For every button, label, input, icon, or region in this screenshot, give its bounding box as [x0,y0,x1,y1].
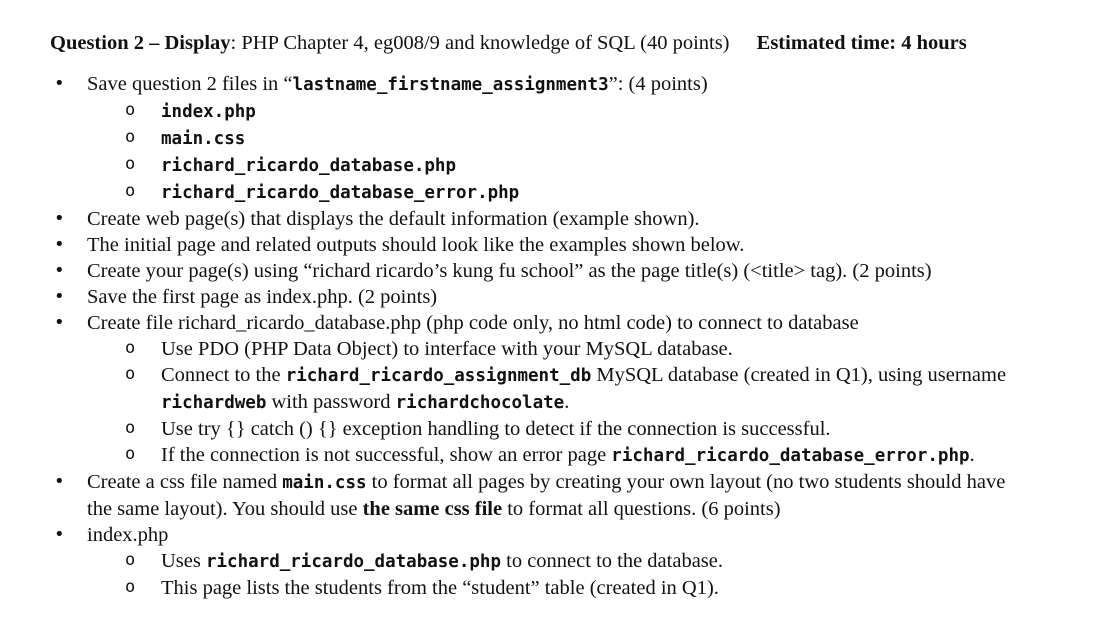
item-text: Create your page(s) using “richard ricardo’s kung fu school” as the page title(s) (<title> tag). (2 points) [87,260,932,282]
file-name: main.css [161,129,246,149]
file-name: main.css [282,473,367,493]
file-name: richard_ricardo_database_error.php [161,183,520,203]
list-item [87,336,1030,362]
item-text: The initial page and related outputs should look like the examples shown below. [87,234,745,256]
file-list [87,98,1030,206]
save-files-points: ”: (4 points) [608,73,708,95]
item-text: to format all pages by creating your own layout (no two students should have the same layout). You should use [87,471,1006,520]
list-item [87,442,1030,469]
file-name: richard_ricardo_database_error.php [611,446,970,466]
list-item [87,416,1030,442]
item-text: Uses [161,550,206,572]
item-text: . [564,391,570,413]
item-text: Use PDO (PHP Data Object) to interface with your MySQL database. [161,338,733,360]
item-text: Create file richard_ricardo_database.php (php code only, no html code) to connect to database [87,312,859,334]
emphasis: the same css file [362,498,503,520]
folder-name: lastname_firstname_assignment3 [292,75,609,95]
sub-list [87,548,1030,601]
item-text: Use try {} catch () {} exception handling to detect if the connection is successful. [161,418,831,440]
item-text: This page lists the students from the “student” table (created in Q1). [161,577,719,599]
item-text: Connect to the [161,364,286,386]
list-item [87,575,1030,601]
list-item [87,362,1030,416]
requirements-list [0,71,1100,601]
file-name: richard_ricardo_database.php [161,156,457,176]
list-item [0,284,1100,310]
list-item [0,522,1100,601]
item-text: to format all questions. (6 points) [502,498,781,520]
database-name: richard_ricardo_assignment_db [285,366,592,386]
list-item [87,179,1030,206]
list-item [87,548,1030,575]
list-item [87,98,1030,125]
password: richardchocolate [395,393,565,413]
sub-list [87,336,1030,469]
item-text: MySQL database (created in Q1), using username [591,364,1007,386]
item-text: . [969,444,975,466]
list-item [0,469,1100,522]
question-label: Question 2 – Display [50,32,231,54]
item-text: to connect to the database. [501,550,723,572]
question-heading [50,29,967,57]
list-item [0,310,1100,469]
list-item [0,232,1100,258]
question-topic: : PHP Chapter 4, eg008/9 and knowledge of SQL (40 points) [230,32,730,54]
item-text: with password [266,391,396,413]
item-text: index.php [87,524,169,546]
item-text: Create web page(s) that displays the default information (example shown). [87,208,700,230]
list-item [87,152,1030,179]
username: richardweb [161,393,267,413]
save-files-text: Save question 2 files in “ [87,73,293,95]
list-item [0,206,1100,232]
file-name: index.php [161,102,256,122]
item-text: Save the first page as index.php. (2 points) [87,286,438,308]
item-text: If the connection is not successful, show an error page [161,444,612,466]
list-item [87,125,1030,152]
estimated-time: Estimated time: 4 hours [756,32,967,54]
list-item [0,71,1100,206]
list-item [0,258,1100,284]
file-name: richard_ricardo_database.php [205,552,501,572]
item-text: Create a css file named [87,471,283,493]
